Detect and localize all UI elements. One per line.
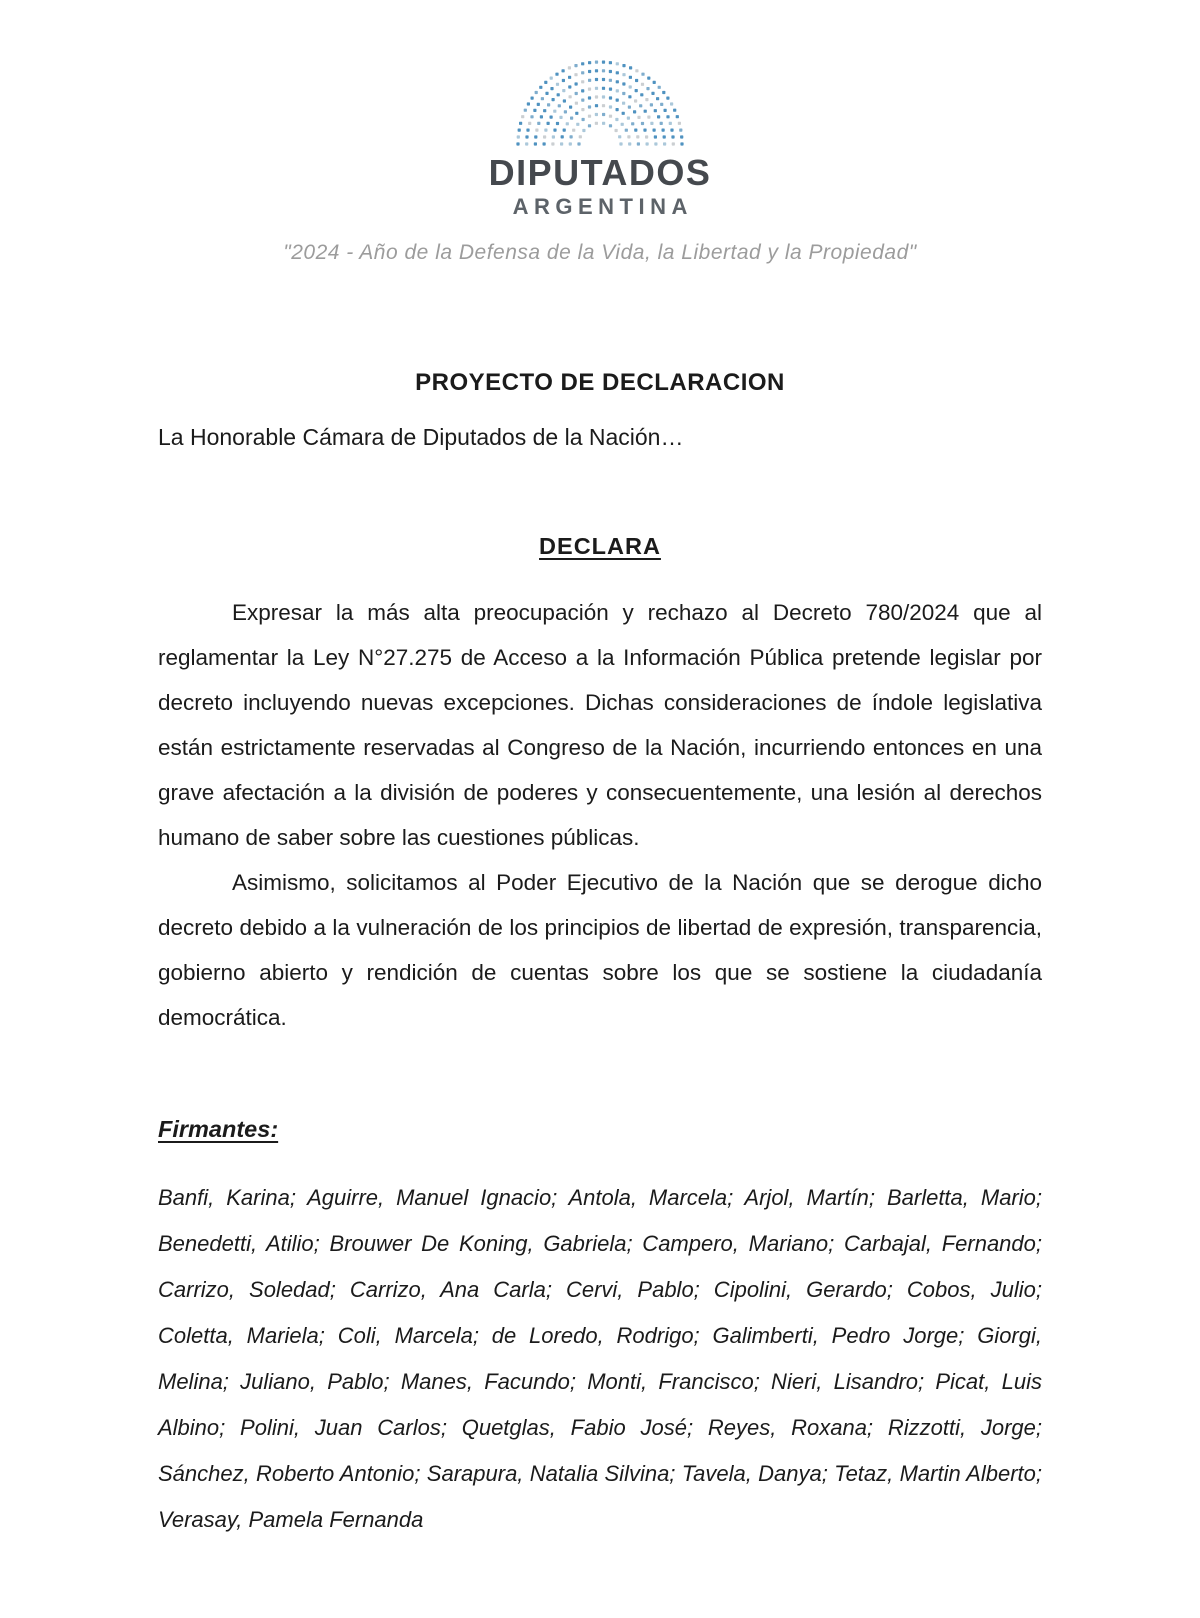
year-motto: "2024 - Año de la Defensa de la Vida, la Libertad y la Propiedad" [283, 240, 917, 264]
diputados-logo [0, 56, 1200, 148]
signers-list: Banfi, Karina; Aguirre, Manuel Ignacio; Antola, Marcela; Arjol, Martín; Barletta, Mario; Benedetti, Atilio; Brouwer De Koning, Gabriela; Campero, Mariano; Carbajal, Fernando; Carrizo, Soledad; Carrizo, Ana Carla; Cervi, Pablo; Cipolini, Gerardo; Cobos, Julio; Coletta, Mariela; Coli, Marcela; de Loredo, Rodrigo; Galimberti, Pedro Jorge; Giorgi, Melina; Juliano, Pablo; Manes, Facundo; Monti, Francisco; Nieri, Lisandro; Picat, Luis Albino; Polini, Juan Carlos; Quetglas, Fabio José; Reyes, Roxana; Rizzotti, Jorge; Sánchez, Roberto Antonio; Sarapura, Natalia Silvina; Tavela, Danya; Tetaz, Martin Alberto; Verasay, Pamela Fernanda [158, 1184, 1042, 1532]
wordmark-diputados: DIPUTADOS [488, 152, 712, 193]
declaration-paragraph-1: Expresar la más alta preocupación y rechazo al Decreto 780/2024 que al reglamentar la Ley N°27.275 de Acceso a la Información Pública pretende legislar por decreto incluyendo nuevas excepciones. Dichas consideraciones de índole legislativa están estrictamente reservadas al Congreso de la Nación, incurriendo entonces en una grave afectación a la división de poderes y consecuentemente, una lesión al derechos humano de saber sobre las cuestiones públicas. [158, 599, 1042, 850]
wordmark-argentina: ARGENTINA [512, 193, 693, 219]
salutation: La Honorable Cámara de Diputados de la Nación… [158, 423, 684, 450]
letterhead [0, 0, 1200, 265]
hemicycle-dots-icon [515, 56, 685, 148]
signers-heading: Firmantes: [158, 1115, 279, 1142]
declaration-paragraph-2: Asimismo, solicitamos al Poder Ejecutivo de la Nación que se derogue dicho decreto debido a la vulneración de los principios de libertad de expresión, transparencia, gobierno abierto y rendición de cuentas sobre los que se sostiene la ciudadanía democrática. [158, 869, 1042, 1030]
section-heading-declara: DECLARA [539, 532, 661, 559]
document-body [0, 369, 1200, 1543]
document-title: PROYECTO DE DECLARACION [415, 368, 785, 396]
